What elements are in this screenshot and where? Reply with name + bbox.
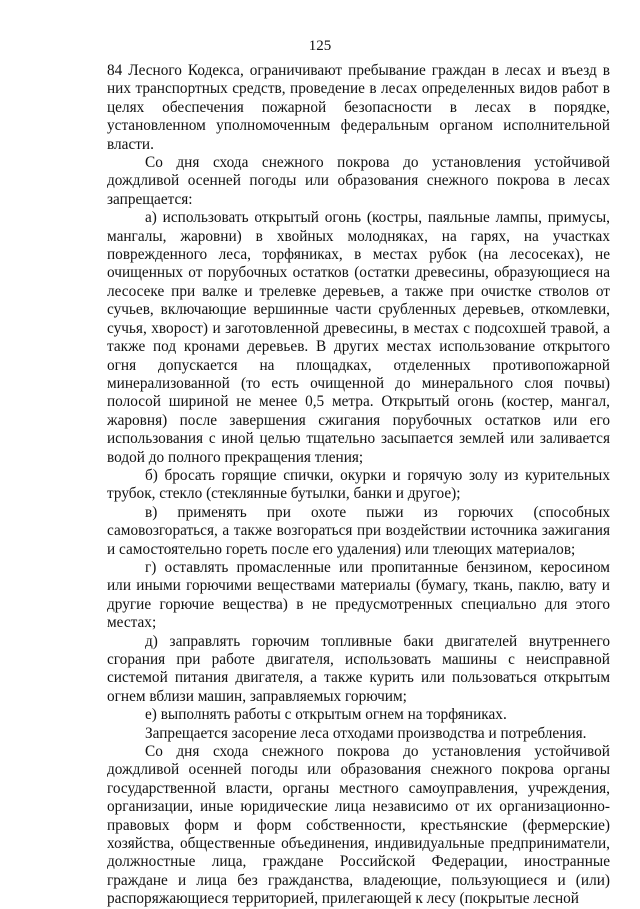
paragraph-prohibition-intro: Со дня схода снежного покрова до установления устойчивой дождливой осенней погоды или образования снежного покрова в лесах запрещается: xyxy=(107,154,610,208)
paragraph-item-e: е) выполнять работы с открытым огнем на торфяниках. xyxy=(145,706,507,724)
paragraph-item-a: а) использовать открытый огонь (костры, паяльные лампы, примусы, мангалы, жаровни) в хвойных молодняках, на гарях, на участках поврежденного леса, торфяниках, в местах рубок (на лесосеках), не очищенных от порубочных остатков (остатки древесины, образующиеся на лесосеке при валке и трелевке деревьев, а также при очистке стволов от сучьев, включающие вершинные части срубленных деревьев, откомлевки, сучья, хворост) и заготовленной древесины, в местах с подсохшей травой, а также под кронами деревьев. В других местах использование открытого огня допускается на площадках, отделенных противопожарной минерализованной (то есть очищенной до минерального слоя почвы) полосой шириной не менее 0,5 метра. Открытый огонь (костер, мангал, жаровня) после завершения сжигания порубочных остатков или его использования с иной целью тщательно засыпается землей или заливается водой до полного прекращения тления; xyxy=(107,209,610,466)
paragraph-landowners-obligations: Со дня схода снежного покрова до установления устойчивой дождливой осенней погоды или образования снежного покрова органы государственной власти, органы местного самоуправления, учреждения, организации, иные юридические лица независимо от их организационно-правовых форм и форм собственности, крестьянские (фермерские) хозяйства, общественные объединения, индивидуальные предприниматели, должностные лица, граждане Российской Федерации, иностранные граждане и лица без гражданства, владеющие, пользующиеся и (или) распоряжающиеся территорией, прилегающей к лесу (покрытые лесной xyxy=(107,743,610,908)
paragraph-item-g: г) оставлять промасленные или пропитанные бензином, керосином или иными горючими веществами материалы (бумагу, ткань, паклю, вату и другие горючие вещества) в не предусмотренных специально для этого местах; xyxy=(107,558,610,632)
paragraph-littering-ban: Запрещается засорение леса отходами производства и потребления. xyxy=(145,724,587,742)
page-number: 125 xyxy=(308,38,332,54)
paragraph-continuation: 84 Лесного Кодекса, ограничивают пребывание граждан в лесах и въезд в них транспортных средств, проведение в лесах определенных видов работ в целях обеспечения пожарной безопасности в лесах в порядке, установленном уполномоченным федеральным органом исполнительной власти. xyxy=(107,62,610,153)
paragraph-item-v: в) применять при охоте пыжи из горючих (способных самовозгораться, а также возгораться при воздействии источника зажигания и самостоятельно гореть после его удаления) или тлеющих материалов; xyxy=(107,503,610,558)
paragraph-item-b: б) бросать горящие спички, окурки и горячую золу из курительных трубок, стекло (стеклянные бутылки, банки и другое); xyxy=(107,466,610,503)
paragraph-item-d: д) заправлять горючим топливные баки двигателей внутреннего сгорания при работе двигателя, использовать машины с неисправной системой питания двигателя, а также курить или пользоваться открытым огнем вблизи машин, заправляемых горючим; xyxy=(107,632,610,705)
document-body xyxy=(107,62,610,909)
